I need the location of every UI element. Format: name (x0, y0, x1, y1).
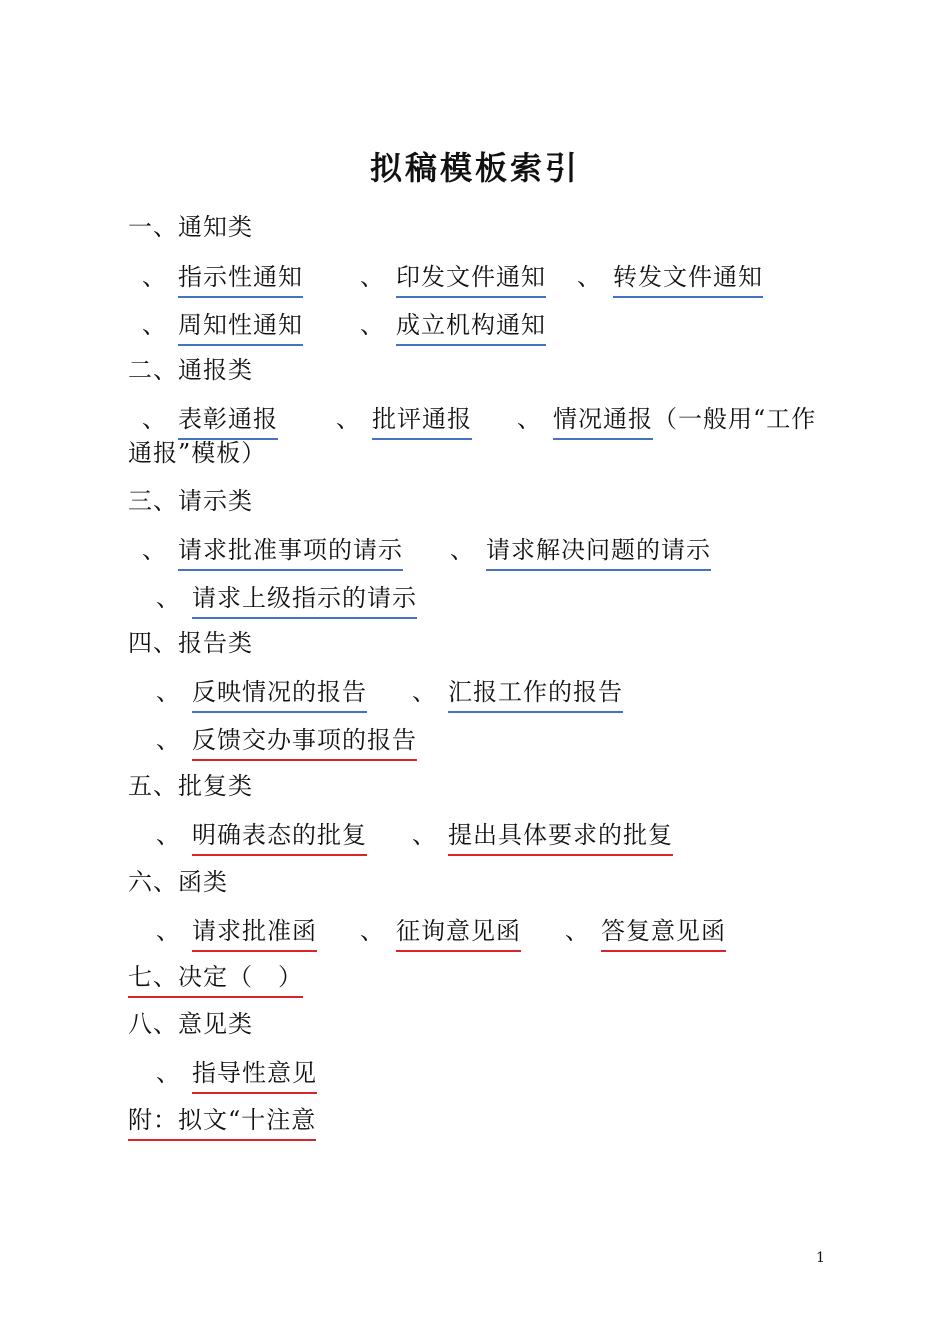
link-situation-report[interactable]: 反映情况的报告 (192, 677, 367, 713)
section-notice: 一、通知类 (128, 213, 253, 241)
list-item[interactable]: 、 明确表态的批复 (156, 820, 367, 856)
link-situation-bulletin[interactable]: 情况通报 (553, 404, 653, 440)
list-item[interactable]: 、 批评通报 (336, 404, 472, 440)
list-item[interactable]: 、 请求解决问题的请示 (450, 535, 711, 571)
link-criticism-bulletin[interactable]: 批评通报 (372, 404, 472, 440)
link-issue-document-notice[interactable]: 印发文件通知 (396, 262, 546, 298)
list-item[interactable]: 、 印发文件通知 (360, 262, 546, 298)
link-request-approval[interactable]: 请求批准事项的请示 (178, 535, 403, 571)
page-title: 拟稿模板索引 (369, 149, 580, 187)
list-item[interactable]: 、 请求批准事项的请示 (142, 535, 403, 571)
link-specific-requirement-reply[interactable]: 提出具体要求的批复 (448, 820, 673, 856)
section-report: 四、报告类 (128, 629, 253, 657)
list-item[interactable]: 、 答复意见函 (565, 916, 726, 952)
link-opinion-inquiry-letter[interactable]: 征询意见函 (396, 916, 521, 952)
list-item[interactable]: 、 指示性通知 (142, 262, 303, 298)
section-request: 三、请示类 (128, 487, 253, 515)
link-feedback-report[interactable]: 反馈交办事项的报告 (192, 725, 417, 761)
link-guiding-opinion[interactable]: 指导性意见 (192, 1058, 317, 1094)
link-request-instruction[interactable]: 请求上级指示的请示 (192, 583, 417, 619)
list-item[interactable]: 、 成立机构通知 (360, 310, 546, 346)
link-commendation-bulletin[interactable]: 表彰通报 (178, 404, 278, 440)
list-item[interactable]: 、 表彰通报 (142, 404, 278, 440)
link-directive-notice[interactable]: 指示性通知 (178, 262, 303, 298)
link-explicit-reply[interactable]: 明确表态的批复 (192, 820, 367, 856)
section-opinion: 八、意见类 (128, 1010, 253, 1038)
link-opinion-reply-letter[interactable]: 答复意见函 (601, 916, 726, 952)
list-item[interactable]: 、 情况通报（一般用“工作 (517, 404, 816, 440)
section-letter: 六、函类 (128, 868, 228, 896)
link-request-solution[interactable]: 请求解决问题的请示 (486, 535, 711, 571)
appendix-link[interactable]: 附：拟文“十注意 (128, 1105, 316, 1141)
list-item[interactable]: 、 请求上级指示的请示 (156, 583, 417, 619)
list-item[interactable]: 、 请求批准函 (156, 916, 317, 952)
link-approval-request-letter[interactable]: 请求批准函 (192, 916, 317, 952)
list-item[interactable]: 、 汇报工作的报告 (412, 677, 623, 713)
page-number: 1 (816, 1250, 825, 1266)
link-establish-agency-notice[interactable]: 成立机构通知 (396, 310, 546, 346)
section-bulletin: 二、通报类 (128, 356, 253, 384)
list-item[interactable]: 、 指导性意见 (156, 1058, 317, 1094)
item-note-continued: 通报”模板） (128, 439, 267, 467)
link-informative-notice[interactable]: 周知性通知 (178, 310, 303, 346)
link-work-report[interactable]: 汇报工作的报告 (448, 677, 623, 713)
link-forward-document-notice[interactable]: 转发文件通知 (613, 262, 763, 298)
list-item[interactable]: 、 反映情况的报告 (156, 677, 367, 713)
list-item[interactable]: 、 反馈交办事项的报告 (156, 725, 417, 761)
list-item[interactable]: 、 征询意见函 (360, 916, 521, 952)
section-reply: 五、批复类 (128, 772, 253, 800)
list-item[interactable]: 、 转发文件通知 (577, 262, 763, 298)
section-decision[interactable]: 七、决定（ ） (128, 962, 303, 998)
item-note: （一般用“工作 (653, 405, 817, 433)
list-item[interactable]: 、 提出具体要求的批复 (412, 820, 673, 856)
list-item[interactable]: 、 周知性通知 (142, 310, 303, 346)
